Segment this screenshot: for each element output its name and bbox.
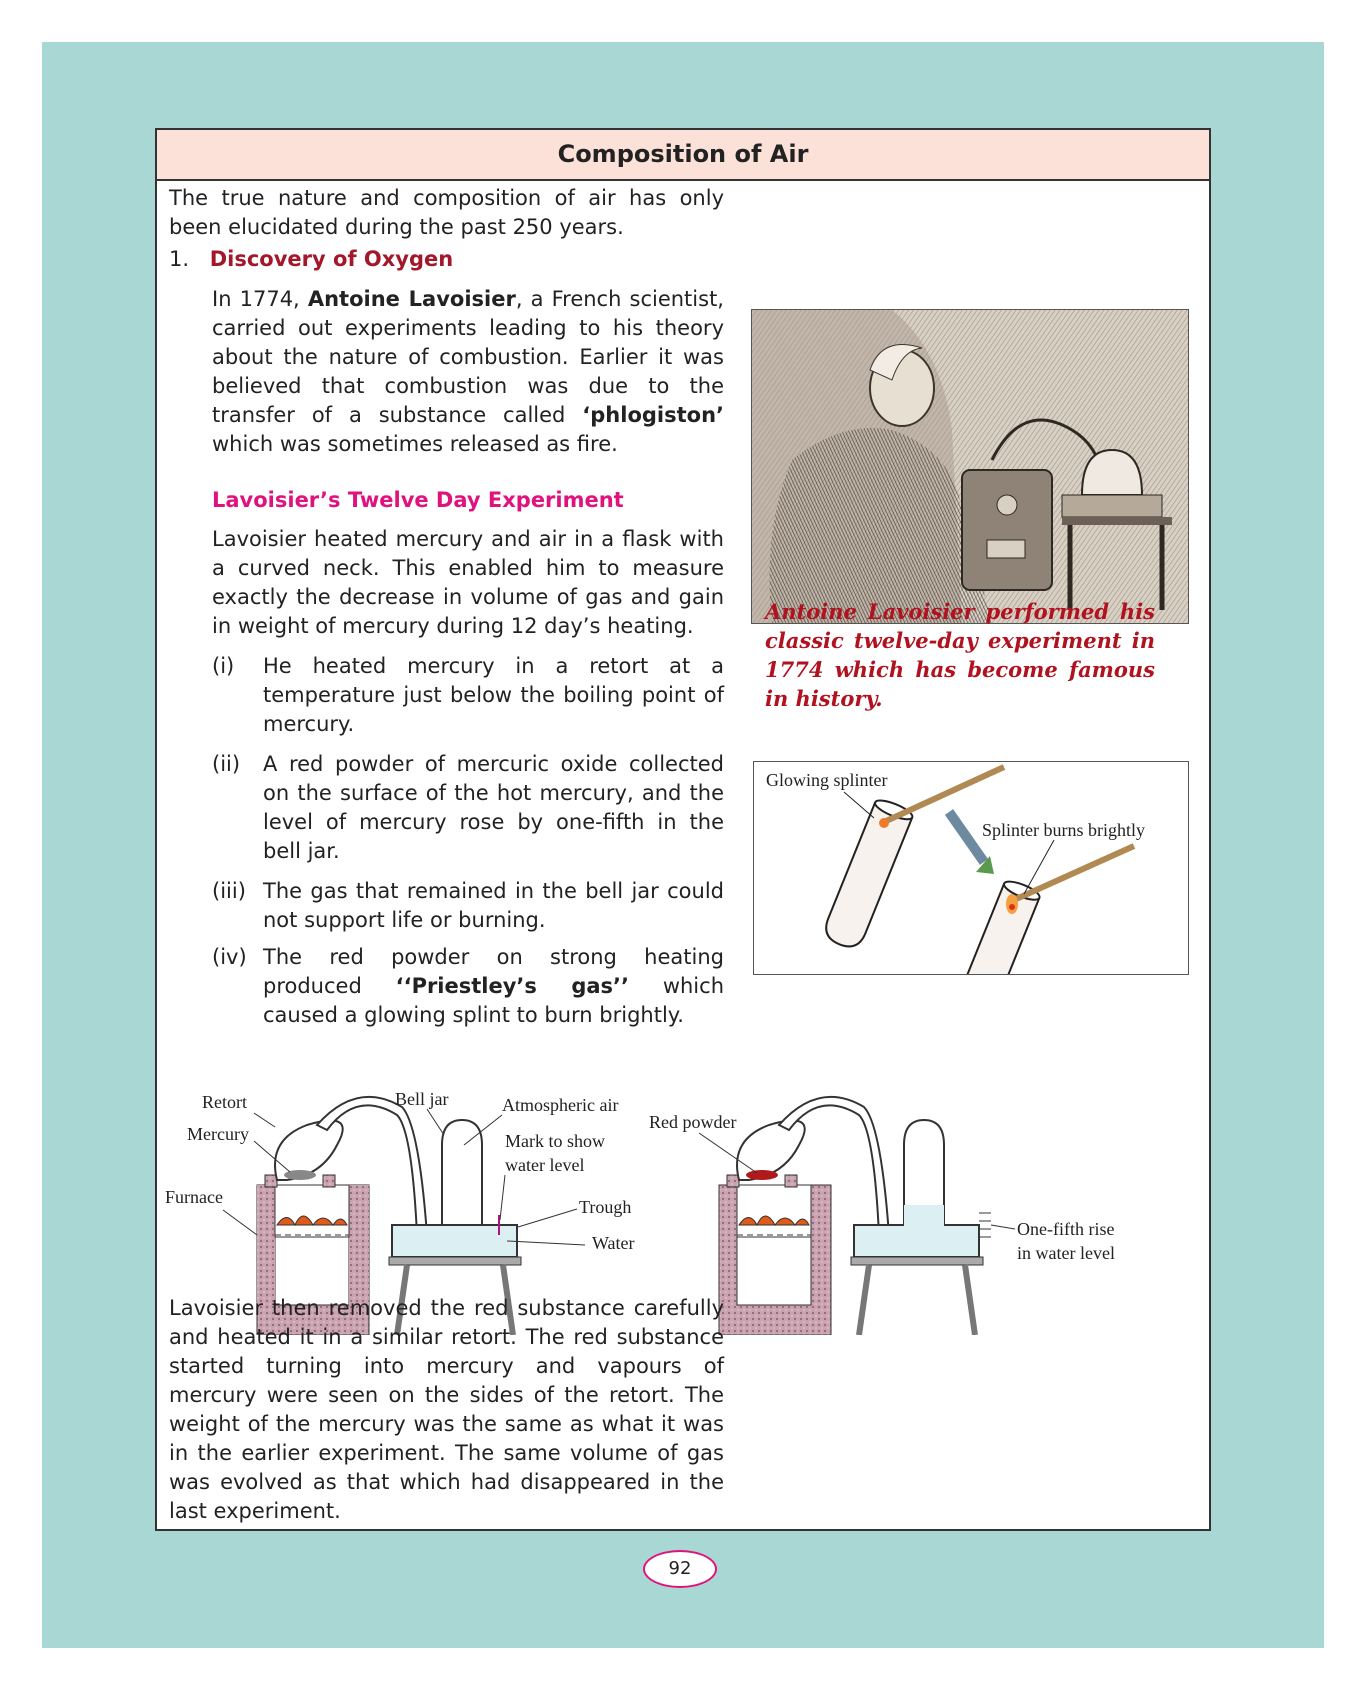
- label-water: Water: [592, 1233, 635, 1253]
- list-item: [212, 652, 724, 740]
- label-red-powder: Red powder: [649, 1112, 737, 1132]
- list-item-text: [263, 943, 724, 1030]
- experiment-heading: Lavoisier’s Twelve Day Experiment: [212, 488, 624, 512]
- list-item: [212, 750, 724, 867]
- intro-paragraph: The true nature and composition of air has only been elucidated during the past 250 years.: [169, 186, 724, 239]
- label-bell-jar: Bell jar: [395, 1089, 449, 1109]
- section-number: 1.: [169, 247, 190, 271]
- lavoisier-name: Antoine Lavoisier: [307, 287, 516, 311]
- engraving-illustration: [752, 310, 1188, 623]
- section-heading: Discovery of Oxygen: [209, 247, 454, 271]
- section-heading-row: [169, 245, 453, 274]
- list-item-text: A red powder of mercuric oxide collected on the surface of the hot mercury, and the level of mercury rose by one-fifth in the bell jar.: [263, 752, 724, 863]
- list-item-number: (ii): [212, 752, 241, 776]
- conclusion-paragraph: Lavoisier then removed the red substance carefully and heated it in a similar retort. The red substance started turning into mercury and vapours of mercury were seen on the sides of the retort. The weight of the mercury was the same as what it was in the earlier experiment. The same volume of gas was evolved as that which had disappeared in the last experiment.: [169, 1296, 724, 1523]
- para-text: In 1774,: [212, 287, 308, 311]
- list-item-number: (iii): [212, 879, 246, 903]
- label-retort: Retort: [202, 1092, 247, 1112]
- portrait-caption: Antoine Lavoisier performed his classic twelve-day experiment in 1774 which has become famous in history.: [765, 599, 1155, 711]
- splinter-illustration: [754, 762, 1188, 974]
- list-item-number: (i): [212, 654, 235, 678]
- para-text: which was sometimes released as fire.: [212, 432, 618, 456]
- page-number: 92: [643, 1550, 717, 1588]
- experiment-intro: Lavoisier heated mercury and air in a flask with a curved neck. This enabled him to measure exactly the decrease in volume of gas and gain in weight of mercury during 12 day’s heating.: [212, 527, 724, 638]
- list-item-text: The gas that remained in the bell jar could not support life or burning.: [263, 879, 724, 932]
- label-atmospheric-air: Atmospheric air: [502, 1095, 619, 1115]
- label-mark-line1: Mark to show: [505, 1131, 605, 1151]
- step-text: which caused a glowing splint to burn brightly.: [263, 974, 725, 1027]
- label-splinter-burns: Splinter burns brightly: [982, 820, 1145, 840]
- label-mark-line2: water level: [505, 1155, 585, 1175]
- list-item-text: He heated mercury in a retort at a temperature just below the boiling point of mercury.: [263, 654, 724, 736]
- lavoisier-paragraph: [212, 285, 724, 459]
- label-furnace: Furnace: [165, 1187, 223, 1207]
- label-trough: Trough: [579, 1197, 632, 1217]
- list-item: [212, 943, 724, 1031]
- apparatus-diagrams: [157, 1035, 1209, 1335]
- content-panel: [155, 128, 1211, 1531]
- label-mercury: Mercury: [187, 1124, 249, 1144]
- step-text: The red powder on strong heating produced: [263, 945, 724, 998]
- label-rise-line1: One-fifth rise: [1017, 1219, 1115, 1239]
- label-glowing-splinter: Glowing splinter: [766, 770, 888, 790]
- lavoisier-portrait: [751, 309, 1189, 624]
- apparatus-illustration: [157, 1035, 1209, 1335]
- list-item-number: (iv): [212, 945, 247, 969]
- label-rise-line2: in water level: [1017, 1243, 1115, 1263]
- para-text: , a French scientist, carried out experiments leading to his theory about the nature of combustion. Earlier it was believed that combustion was due to the transfer of a substance called: [212, 287, 724, 427]
- priestleys-gas-term: ‘‘Priestley’s gas’’: [395, 974, 630, 998]
- splinter-test-diagram: [753, 761, 1189, 975]
- page-title: Composition of Air: [157, 130, 1209, 181]
- phlogiston-term: ‘phlogiston’: [582, 403, 724, 427]
- list-item: [212, 877, 724, 935]
